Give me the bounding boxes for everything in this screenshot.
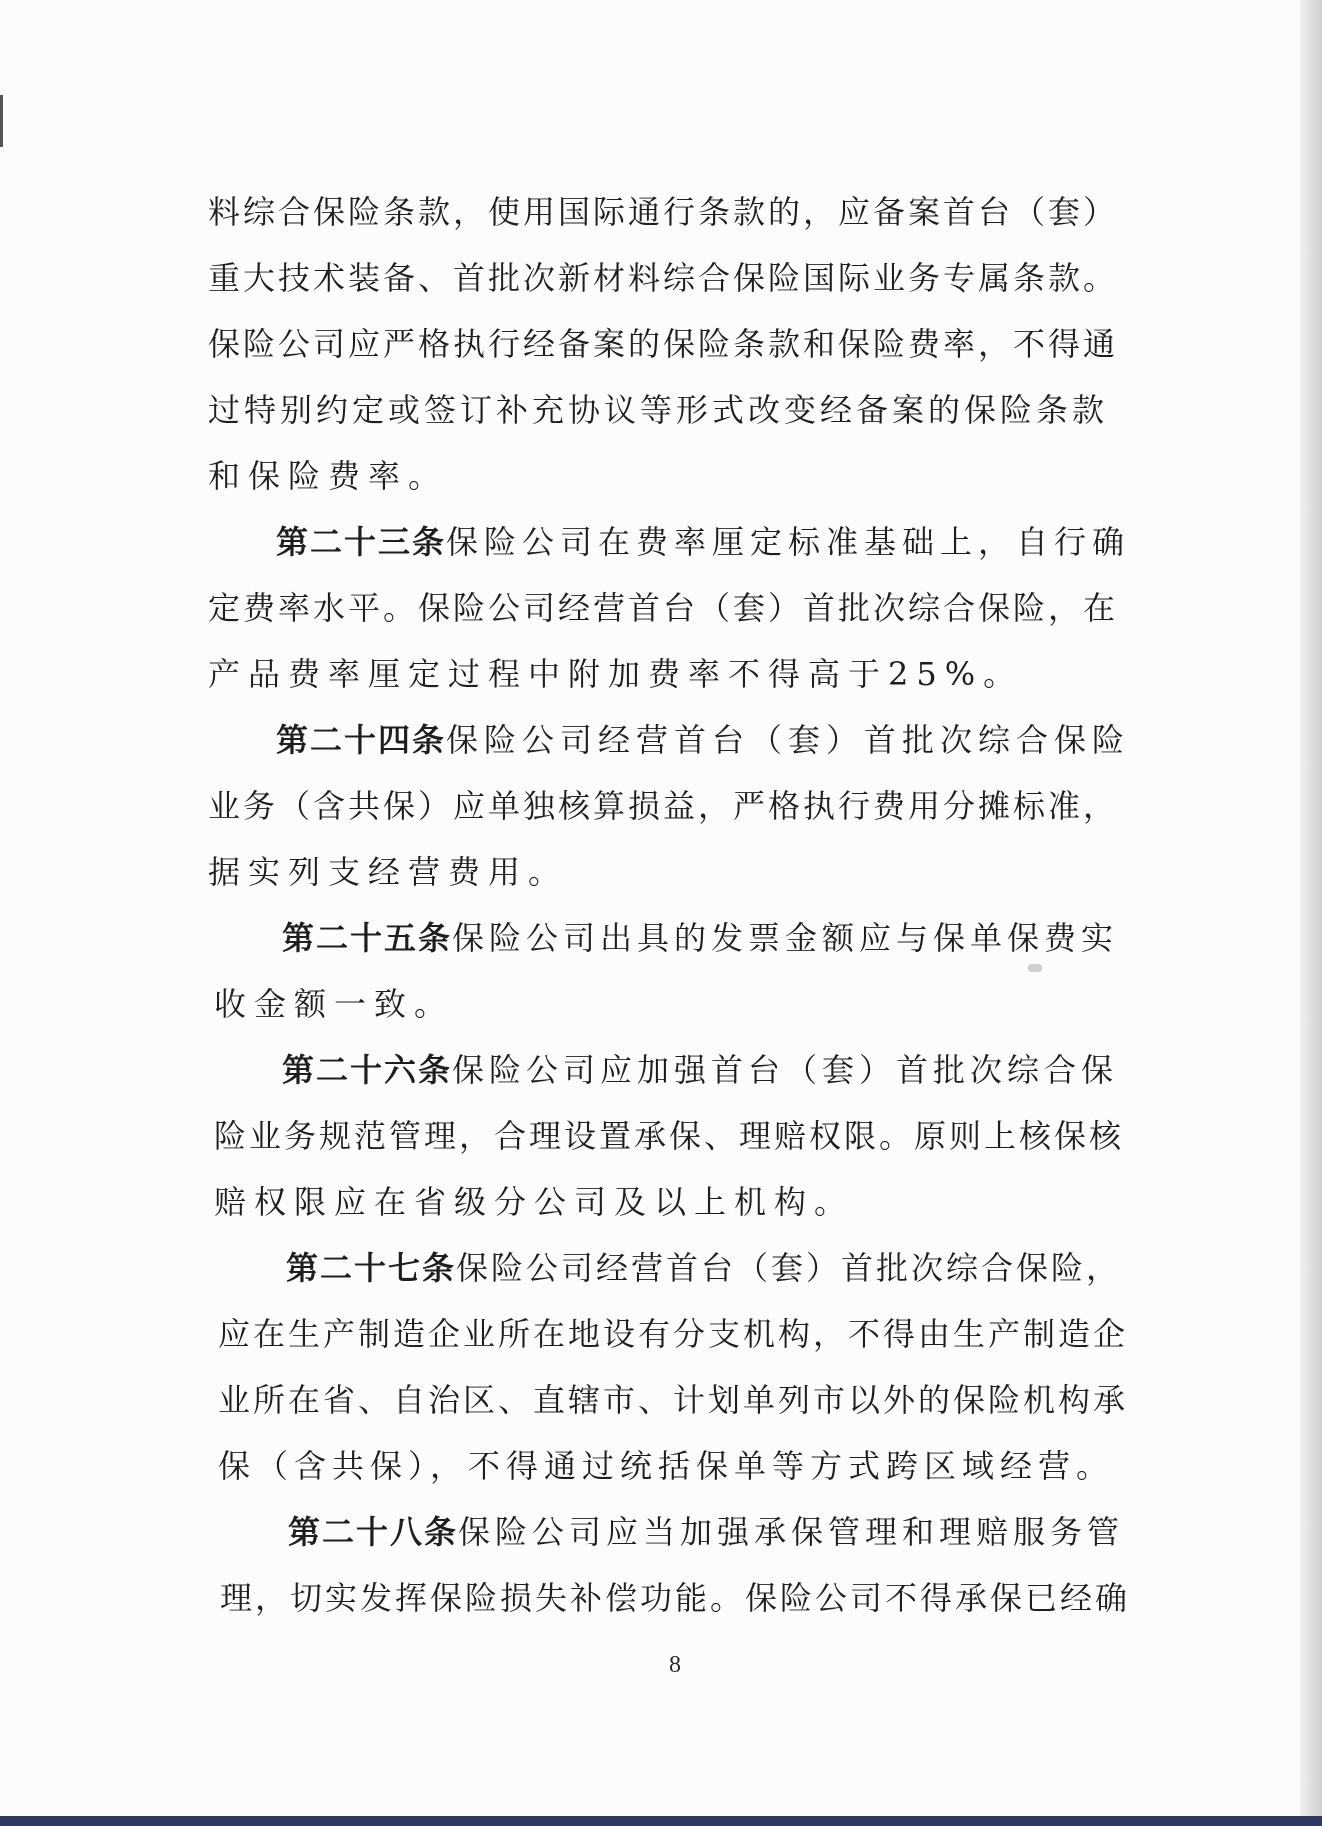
text-line: 定费率水平。保险公司经营首台（套）首批次综合保险，在 bbox=[208, 589, 1119, 627]
text-line: 过特别约定或签订补充协议等形式改变经备案的保险条款 bbox=[208, 391, 1109, 429]
text-line: 重大技术装备、首批次新材料综合保险国际业务专属条款。 bbox=[208, 259, 1119, 297]
scan-speck bbox=[1028, 964, 1042, 972]
article-25-first-line: 第二十五条保险公司出具的发票金额应与保单保费实 bbox=[282, 919, 1119, 957]
text-line: 业务（含共保）应单独核算损益，严格执行费用分摊标准， bbox=[208, 787, 1119, 825]
article-label: 第二十三条 bbox=[276, 523, 447, 561]
article-27-first-line: 第二十七条保险公司经营首台（套）首批次综合保险， bbox=[286, 1249, 1122, 1287]
scan-right-edge bbox=[1300, 0, 1322, 1826]
text-line: 理，切实发挥保险损失补偿功能。保险公司不得承保已经确 bbox=[220, 1579, 1131, 1617]
scan-left-mark bbox=[0, 95, 3, 147]
article-23-first-line: 第二十三条保险公司在费率厘定标准基础上，自行确 bbox=[276, 523, 1131, 561]
article-24-first-line: 第二十四条保险公司经营首台（套）首批次综合保险 bbox=[276, 721, 1131, 759]
scan-bottom-edge bbox=[0, 1816, 1322, 1826]
text-line: 据实列支经营费用。 bbox=[208, 853, 569, 891]
text-line: 赔权限应在省级分公司及以上机构。 bbox=[214, 1183, 855, 1221]
text-line: 保（含共保），不得通过统括保单等方式跨区域经营。 bbox=[218, 1447, 1115, 1485]
article-label: 第二十八条 bbox=[288, 1513, 459, 1551]
article-label: 第二十四条 bbox=[276, 721, 447, 759]
article-label: 第二十六条 bbox=[282, 1051, 453, 1089]
text-line: 险业务规范管理，合理设置承保、理赔权限。原则上核保核 bbox=[214, 1117, 1125, 1155]
article-label: 第二十七条 bbox=[286, 1249, 457, 1287]
article-28-first-line: 第二十八条保险公司应当加强承保管理和理赔服务管 bbox=[288, 1513, 1125, 1551]
article-label: 第二十五条 bbox=[282, 919, 453, 957]
text-line: 和保险费率。 bbox=[208, 457, 449, 495]
text-line: 产品费率厘定过程中附加费率不得高于25%。 bbox=[208, 655, 1024, 693]
text-line: 应在生产制造企业所在地设有分支机构，不得由生产制造企 bbox=[218, 1315, 1129, 1353]
text-line: 保险公司应严格执行经备案的保险条款和保险费率，不得通 bbox=[208, 325, 1119, 363]
text-line: 业所在省、自治区、直辖市、计划单列市以外的保险机构承 bbox=[218, 1381, 1129, 1419]
article-26-first-line: 第二十六条保险公司应加强首台（套）首批次综合保 bbox=[282, 1051, 1119, 1089]
text-line: 料综合保险条款，使用国际通行条款的，应备案首台（套） bbox=[208, 193, 1119, 231]
text-line: 收金额一致。 bbox=[214, 985, 455, 1023]
page-number: 8 bbox=[669, 1652, 681, 1678]
